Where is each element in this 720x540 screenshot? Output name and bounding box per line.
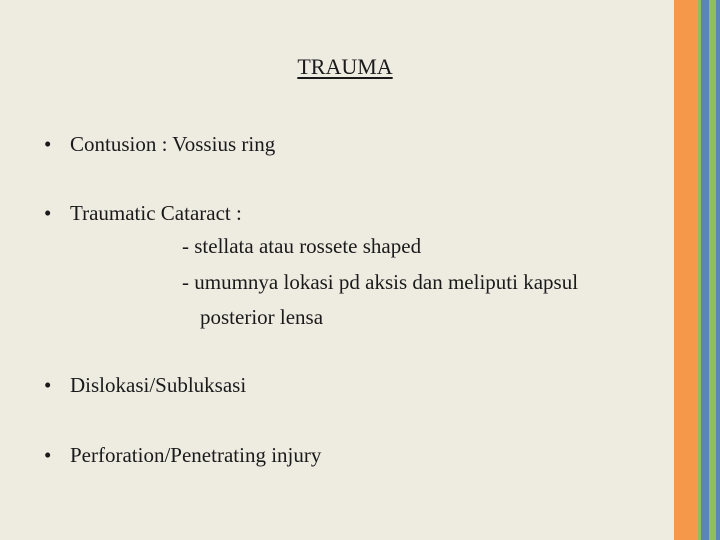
stripe-orange bbox=[674, 0, 698, 540]
sub-item-stellata: - stellata atau rossete shaped bbox=[182, 234, 422, 258]
stripe-blue bbox=[701, 0, 709, 540]
sub-item-lokasi: - umumnya lokasi pd aksis dan meliputi kapsul bbox=[182, 270, 579, 294]
bullet-text: Contusion : Vossius ring bbox=[70, 132, 276, 156]
sub-item-continuation: posterior lensa bbox=[200, 305, 324, 329]
bullet-item-cataract bbox=[44, 201, 242, 226]
bullet-marker: • bbox=[44, 373, 52, 397]
stripe-green-right bbox=[709, 0, 716, 540]
bullet-text: Perforation/Penetrating injury bbox=[70, 443, 322, 467]
slide-title: TRAUMA bbox=[297, 54, 393, 79]
decorative-stripes bbox=[674, 0, 720, 540]
bullet-text: Dislokasi/Subluksasi bbox=[70, 373, 247, 397]
bullet-marker: • bbox=[44, 132, 52, 156]
bullet-marker: • bbox=[44, 201, 52, 225]
bullet-item-dislokasi bbox=[44, 373, 246, 398]
stripe-blue-right bbox=[716, 0, 720, 540]
bullet-item-contusion bbox=[44, 132, 275, 157]
bullet-item-perforation bbox=[44, 443, 321, 468]
bullet-text: Traumatic Cataract : bbox=[70, 201, 242, 225]
bullet-marker: • bbox=[44, 443, 52, 467]
